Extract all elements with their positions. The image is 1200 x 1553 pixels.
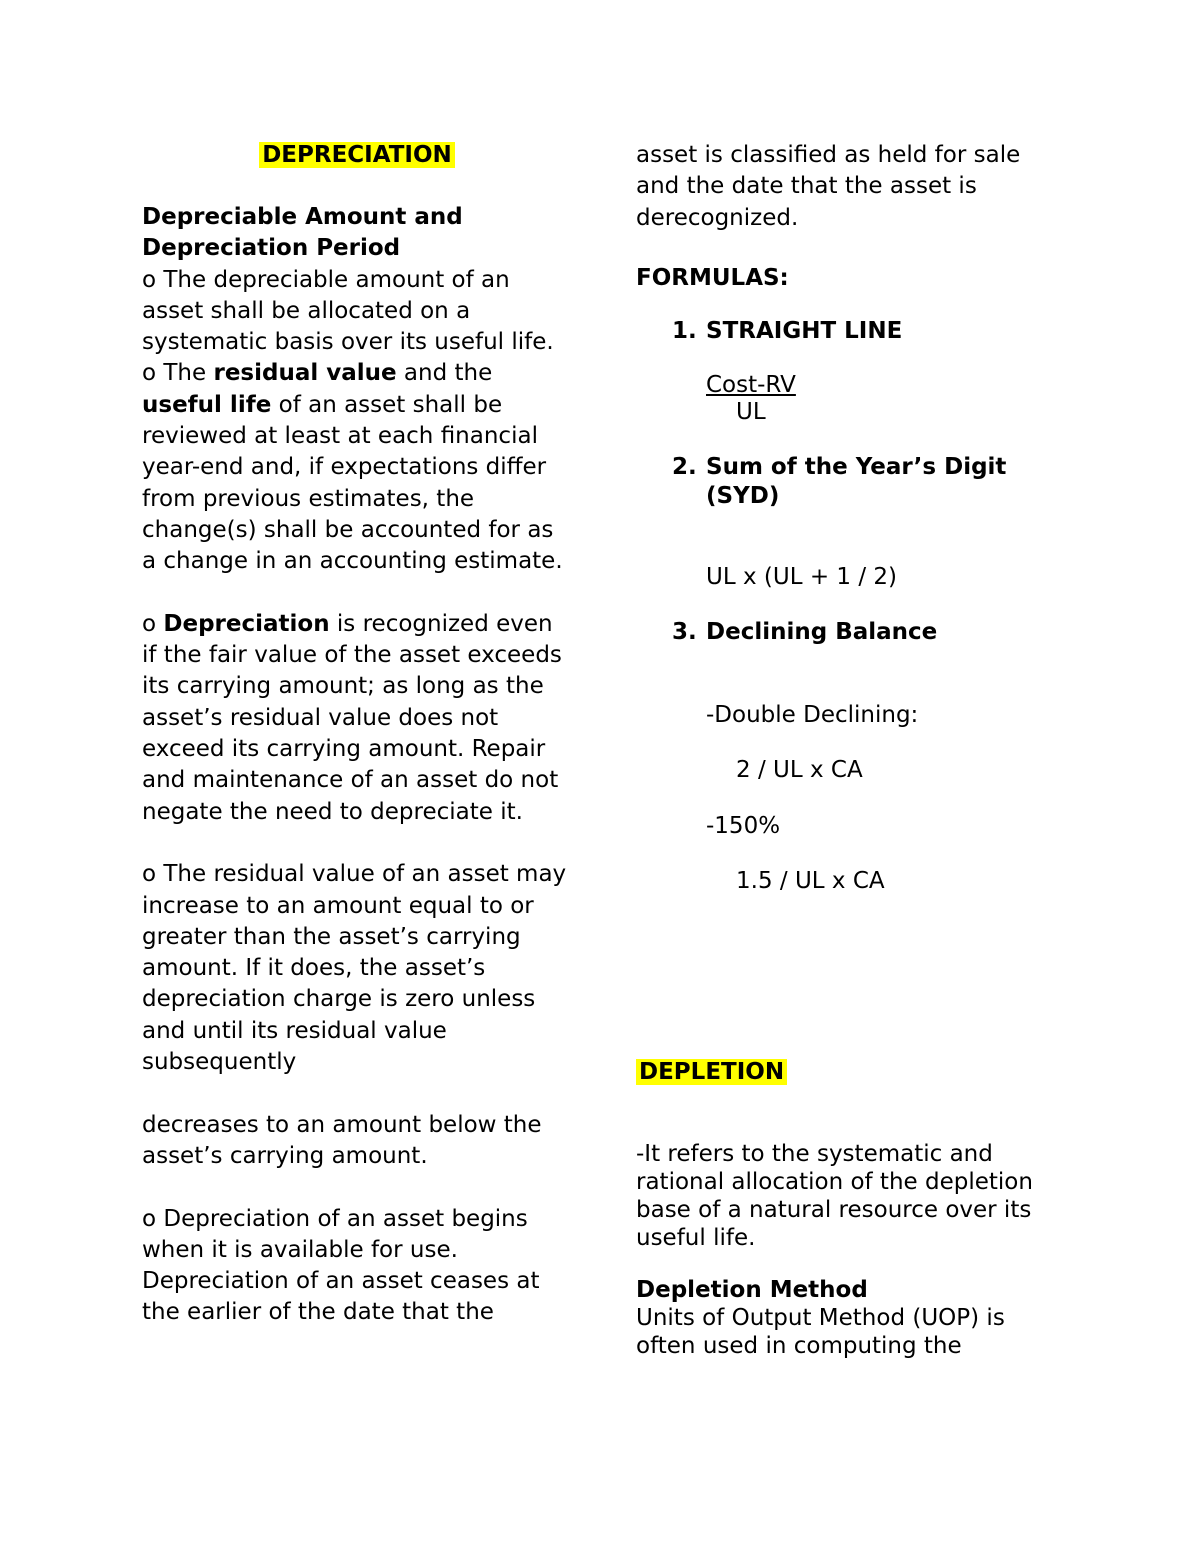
depletion-definition: -It refers to the systematic and rational allocation of the depletion base of a natural resource over its useful life. xyxy=(636,1141,1033,1251)
formula-2-title xyxy=(706,453,1006,511)
paragraph-residual-increase: o The residual value of an asset may increase to an amount equal to or greater than the asset’s carrying amount. If it does, the asset’s depreciation charge is zero unless and until its residual value subsequently xyxy=(142,861,567,1076)
text-run: o xyxy=(142,610,164,637)
formula-1-title: STRAIGHT LINE xyxy=(706,318,903,344)
bold-depreciation: Depreciation xyxy=(163,610,330,637)
formula-3-number: 3. xyxy=(672,619,697,645)
paragraph-continuation: asset is classified as held for sale and the date that the asset is derecognized. xyxy=(636,142,1021,231)
double-declining-formula: 2 / UL x CA xyxy=(736,757,863,783)
formula-2-expression: UL x (UL + 1 / 2) xyxy=(706,564,898,590)
bold-useful-life: useful life xyxy=(142,391,272,418)
paragraph-residual-useful-life xyxy=(142,358,572,577)
right-column xyxy=(636,140,1056,1359)
double-declining-label: -Double Declining: xyxy=(706,702,919,728)
depreciation-title-row xyxy=(142,140,572,171)
depreciation-subheading: Depreciable Amount and Depreciation Period xyxy=(142,204,463,262)
text-run: is recognized even if the fair value of the asset exceeds its carrying amount; as long as the asset’s residual value does not exceed its carrying amount. Repair and maintenance of an asset do not negate the need to depreciate it. xyxy=(142,610,562,825)
formula-1-numerator: Cost-RV xyxy=(706,372,796,398)
depreciation-title: DEPRECIATION xyxy=(259,142,455,168)
paragraph-depreciation-begins: o Depreciation of an asset begins when it is available for use. Depreciation of an asset ceases at the earlier of the date that the xyxy=(142,1205,540,1326)
text-run: o The xyxy=(142,360,214,387)
formula-3-title: Declining Balance xyxy=(706,619,938,645)
one-fifty-percent-label: -150% xyxy=(706,813,781,839)
formula-2-title-line2: (SYD) xyxy=(706,483,780,509)
text-run: and the xyxy=(396,360,493,387)
paragraph-decreases: decreases to an amount below the asset’s carrying amount. xyxy=(142,1111,542,1169)
formula-2-title-line1: Sum of the Year’s Digit xyxy=(706,454,1007,480)
formulas-heading: FORMULAS: xyxy=(636,265,789,291)
one-fifty-percent-formula: 1.5 / UL x CA xyxy=(736,868,885,894)
depletion-method-text: Units of Output Method (UOP) is often used in computing the xyxy=(636,1305,1005,1359)
bold-residual-value: residual value xyxy=(213,360,397,387)
depletion-method-heading: Depletion Method xyxy=(636,1277,868,1303)
left-column xyxy=(142,140,572,1329)
formula-1-number: 1. xyxy=(672,318,697,344)
depletion-title-row xyxy=(636,1057,787,1088)
paragraph-depreciable-amount: o The depreciable amount of an asset shall be allocated on a systematic basis over its useful life. xyxy=(142,266,554,356)
paragraph-depreciation-recognized xyxy=(142,609,572,828)
depletion-title: DEPLETION xyxy=(636,1059,787,1085)
formula-1-denominator: UL xyxy=(736,399,766,425)
formula-2-number: 2. xyxy=(672,454,697,480)
text-run: of an asset shall be reviewed at least at each financial year-end and, if expectations differ from previous estimates, the change(s) shall be accounted for as a change in an accounting estimate. xyxy=(142,391,563,575)
